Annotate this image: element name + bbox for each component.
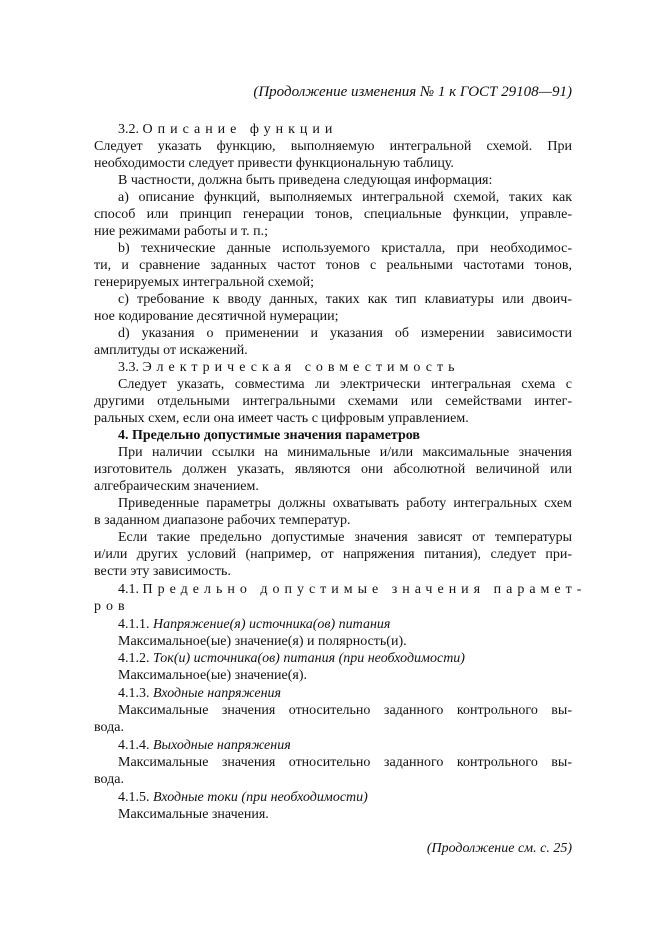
- item-title: Выходные напряжения: [153, 738, 291, 753]
- item-number: 4.1.5.: [118, 790, 150, 805]
- page-header: (Продолжение изменения № 1 к ГОСТ 29108—91): [253, 84, 572, 100]
- item-number: 4.1.3.: [118, 686, 150, 701]
- item-heading: [118, 650, 572, 667]
- text-line: вода.: [94, 772, 124, 787]
- text-line: Максимальное(ые) значение(я) и полярность(и).: [118, 634, 407, 649]
- text-line: изготовитель должен указать, являются они абсолютной величиной или: [94, 462, 572, 477]
- item-heading: [118, 616, 572, 633]
- text-line: Максимальные значения относительно заданного контрольного вы-: [118, 703, 572, 718]
- text-line: Максимальные значения.: [118, 807, 269, 822]
- text-line: вода.: [94, 720, 124, 735]
- section-number: 3.2.: [118, 122, 139, 137]
- text-line: ти, и сравнение заданных частот тонов с реальными частотами тонов,: [94, 258, 572, 273]
- item-heading: [118, 737, 572, 754]
- item-title: Напряжение(я) источника(ов) питания: [153, 617, 391, 632]
- text-line: Следует указать функцию, выполняемую интегральной схемой. При: [94, 139, 572, 154]
- page-footer: (Продолжение см. с. 25): [426, 841, 572, 856]
- item-title: Входные токи (при необходимости): [153, 790, 368, 805]
- item-number: 4.1.1.: [118, 617, 150, 632]
- text-line: ное кодирование десятичной нумерации;: [94, 309, 339, 324]
- item-heading: [118, 685, 572, 702]
- list-item: b) технические данные используемого кристалла, при необходимос-: [118, 241, 572, 256]
- section-heading: [118, 359, 572, 376]
- item-title: Входные напряжения: [153, 686, 282, 701]
- text-line: другими отдельными интегральными схемами или семействами интег-: [94, 394, 572, 409]
- section-title: Описание функции: [142, 122, 338, 137]
- list-item: d) указания о применении и указания об измерении зависимости: [118, 326, 572, 341]
- section-title: Электрическая совместимость: [142, 360, 460, 375]
- text-line: Следует указать, совместима ли электрически интегральная схема с: [118, 377, 572, 392]
- section-number: 4.1.: [118, 582, 139, 597]
- text-line: алгебраическим значением.: [94, 479, 259, 494]
- list-item: а) описание функций, выполняемых интегральной схемой, таких как: [118, 190, 572, 205]
- section-heading: [118, 581, 587, 598]
- text-line: Максимальные значения относительно заданного контрольного вы-: [118, 755, 572, 770]
- text-line: вести эту зависимость.: [94, 564, 231, 579]
- section-heading: [118, 121, 572, 138]
- text-line: В частности, должна быть приведена следующая информация:: [118, 173, 493, 188]
- section-title-continued: ров: [94, 599, 130, 614]
- item-title: Ток(и) источника(ов) питания (при необходимости): [153, 651, 465, 666]
- text-line: способ или принцип генерации тонов, специальные функции, управле-: [94, 207, 572, 222]
- text-line: При наличии ссылки на минимальные и/или максимальные значения: [118, 445, 572, 460]
- text-line: амплитуды от искажений.: [94, 343, 248, 358]
- section-title: Предельно допустимые значения парамет-: [142, 582, 587, 597]
- item-heading: [118, 789, 572, 806]
- text-line: Приведенные параметры должны охватывать работу интегральных схем: [118, 496, 572, 511]
- section-title-bold: 4. Предельно допустимые значения параметров: [118, 428, 420, 443]
- text-line: Если такие предельно допустимые значения зависят от температуры: [118, 530, 572, 545]
- text-line: ральных схем, если она имеет часть с цифровым управлением.: [94, 411, 469, 426]
- item-number: 4.1.2.: [118, 651, 150, 666]
- text-line: и/или других условий (например, от напряжения питания), следует при-: [94, 547, 572, 562]
- text-line: генерируемых интегральной схемой;: [94, 275, 314, 290]
- text-line: в заданном диапазоне рабочих температур.: [94, 513, 351, 528]
- list-item: с) требование к вводу данных, таких как тип клавиатуры или двоич-: [118, 292, 572, 307]
- item-number: 4.1.4.: [118, 738, 150, 753]
- text-line: ние режимами работы и т. п.;: [94, 224, 269, 239]
- text-line: Максимальное(ые) значение(я).: [118, 668, 308, 683]
- section-number: 3.3.: [118, 360, 139, 375]
- text-line: необходимости следует привести функциональную таблицу.: [94, 156, 454, 171]
